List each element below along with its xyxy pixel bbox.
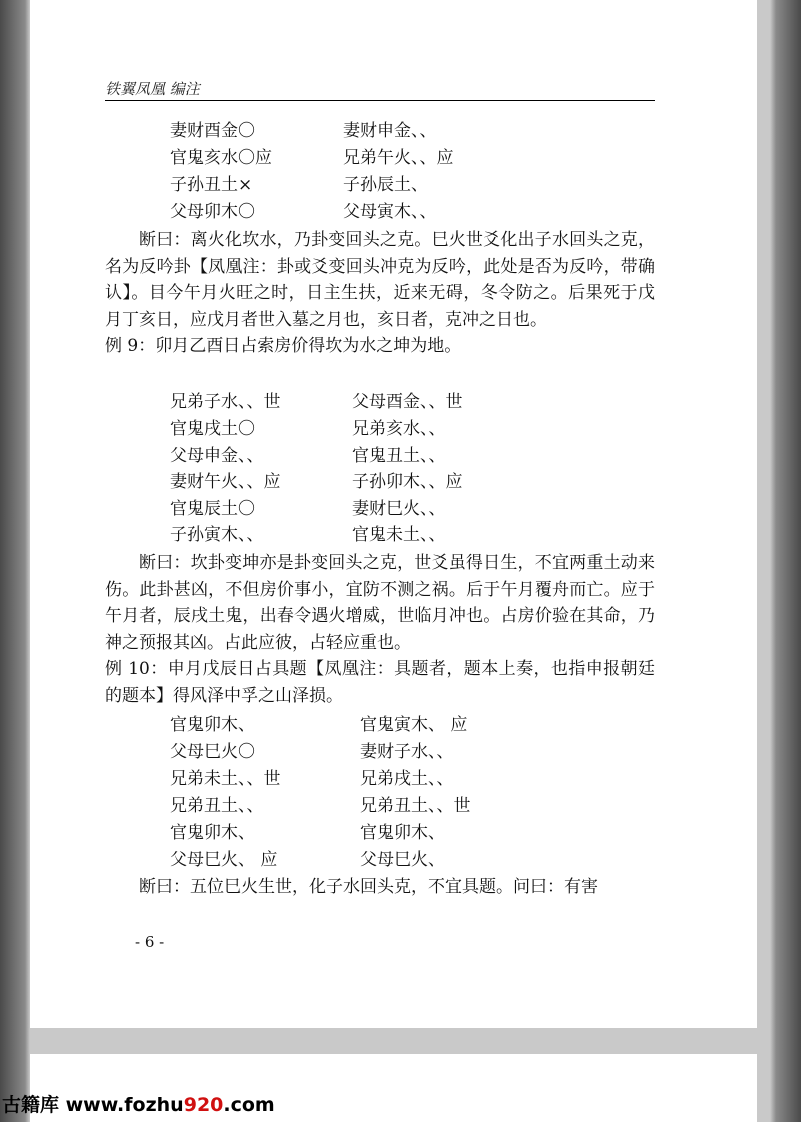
hexagram-line-right: 妻财申金、、 [343, 121, 437, 141]
hexagram-line-right: 父母酉金、、世 [352, 392, 463, 412]
watermark-suffix: .com [223, 1094, 275, 1116]
body-paragraph [105, 550, 655, 709]
judgement-paragraph: 断曰：五位巳火生世，化子水回头克，不宜具题。问曰：有害 [139, 877, 598, 897]
hexagram-line-right: 兄弟丑土、、世 [360, 796, 471, 816]
hexagram-line-left: 子孙丑土× [170, 175, 253, 195]
hexagram-line-left: 子孙寅木、、 [170, 525, 264, 545]
hexagram-line-right: 官鬼丑土、、 [352, 446, 446, 466]
hexagram-line-left: 父母巳火〇 [170, 742, 255, 762]
hexagram-line-left: 父母巳火、 应 [170, 850, 278, 870]
hexagram-line-left: 妻财酉金〇 [170, 121, 255, 141]
hexagram-line-right: 兄弟亥水、、 [352, 419, 446, 439]
hexagram-line-right: 子孙辰土、 [343, 175, 428, 195]
hexagram-line-left: 官鬼辰土〇 [170, 499, 255, 519]
hexagram-line-right: 兄弟戌土、、 [360, 769, 454, 789]
hexagram-line-right: 父母巳火、 [360, 850, 445, 870]
hexagram-line-right: 兄弟午火、、应 [343, 148, 454, 168]
hexagram-line-left: 兄弟未土、、世 [170, 769, 281, 789]
example-heading: 例 9：卯月乙酉日占索房价得坎为水之坤为地。 [105, 336, 462, 356]
watermark-number: 920 [183, 1094, 224, 1116]
hexagram-line-left: 官鬼戌土〇 [170, 419, 255, 439]
hexagram-line-left: 官鬼卯木、 [170, 823, 255, 843]
hexagram-line-right: 官鬼卯木、 [360, 823, 445, 843]
header-rule [105, 100, 655, 101]
hexagram-line-left: 妻财午火、、应 [170, 472, 281, 492]
judgement-paragraph: 断曰：坎卦变坤亦是卦变回头之克，世爻虽得日生，不宜两重土动来伤。此卦甚凶，不但房价事小，宜防不测之祸。后于午月覆舟而亡。应于午月者，辰戌土鬼，出春令遇火增威，世临月冲也。占房价验在其命，乃神之预报其凶。占此应彼，占轻应重也。 [105, 553, 655, 653]
body-paragraph [105, 227, 655, 360]
judgement-paragraph: 断曰：离火化坎水，乃卦变回头之克。巳火世爻化出子水回头之克，名为反吟卦【凤凰注：卦或爻变回头冲克为反吟，此处是否为反吟，带确认】。目今午月火旺之时，日主生扶，近来无碍，冬令防之。后果死于戊月丁亥日，应戊月者世入墓之月也，亥日者，克冲之日也。 [105, 230, 655, 330]
hexagram-line-right: 子孙卯木、、应 [352, 472, 463, 492]
hexagram-line-left: 兄弟子水、、世 [170, 392, 281, 412]
hexagram-line-right: 官鬼未土、、 [352, 525, 446, 545]
watermark-prefix: 古籍库 www.fozhu [2, 1094, 184, 1116]
hexagram-line-right: 官鬼寅木、 应 [360, 715, 468, 735]
hexagram-line-left: 官鬼亥水〇应 [170, 148, 272, 168]
hexagram-line-left: 官鬼卯木、 [170, 715, 255, 735]
hexagram-line-left: 父母卯木〇 [170, 202, 255, 222]
page-number: - 6 - [135, 933, 165, 951]
hexagram-line-left: 兄弟丑土、、 [170, 796, 264, 816]
running-header: 铁翼凤凰 编注 [105, 80, 200, 98]
body-paragraph [105, 874, 655, 901]
example-heading: 例 10：申月戊辰日占具题【凤凰注：具题者，题本上奏，也指申报朝廷的题本】得风泽中孚之山泽损。 [105, 659, 655, 706]
hexagram-line-right: 父母寅木、、 [343, 202, 437, 222]
site-watermark [2, 1090, 275, 1117]
hexagram-line-left: 父母申金、、 [170, 446, 264, 466]
hexagram-line-right: 妻财子水、、 [360, 742, 454, 762]
hexagram-line-right: 妻财巳火、、 [352, 499, 446, 519]
